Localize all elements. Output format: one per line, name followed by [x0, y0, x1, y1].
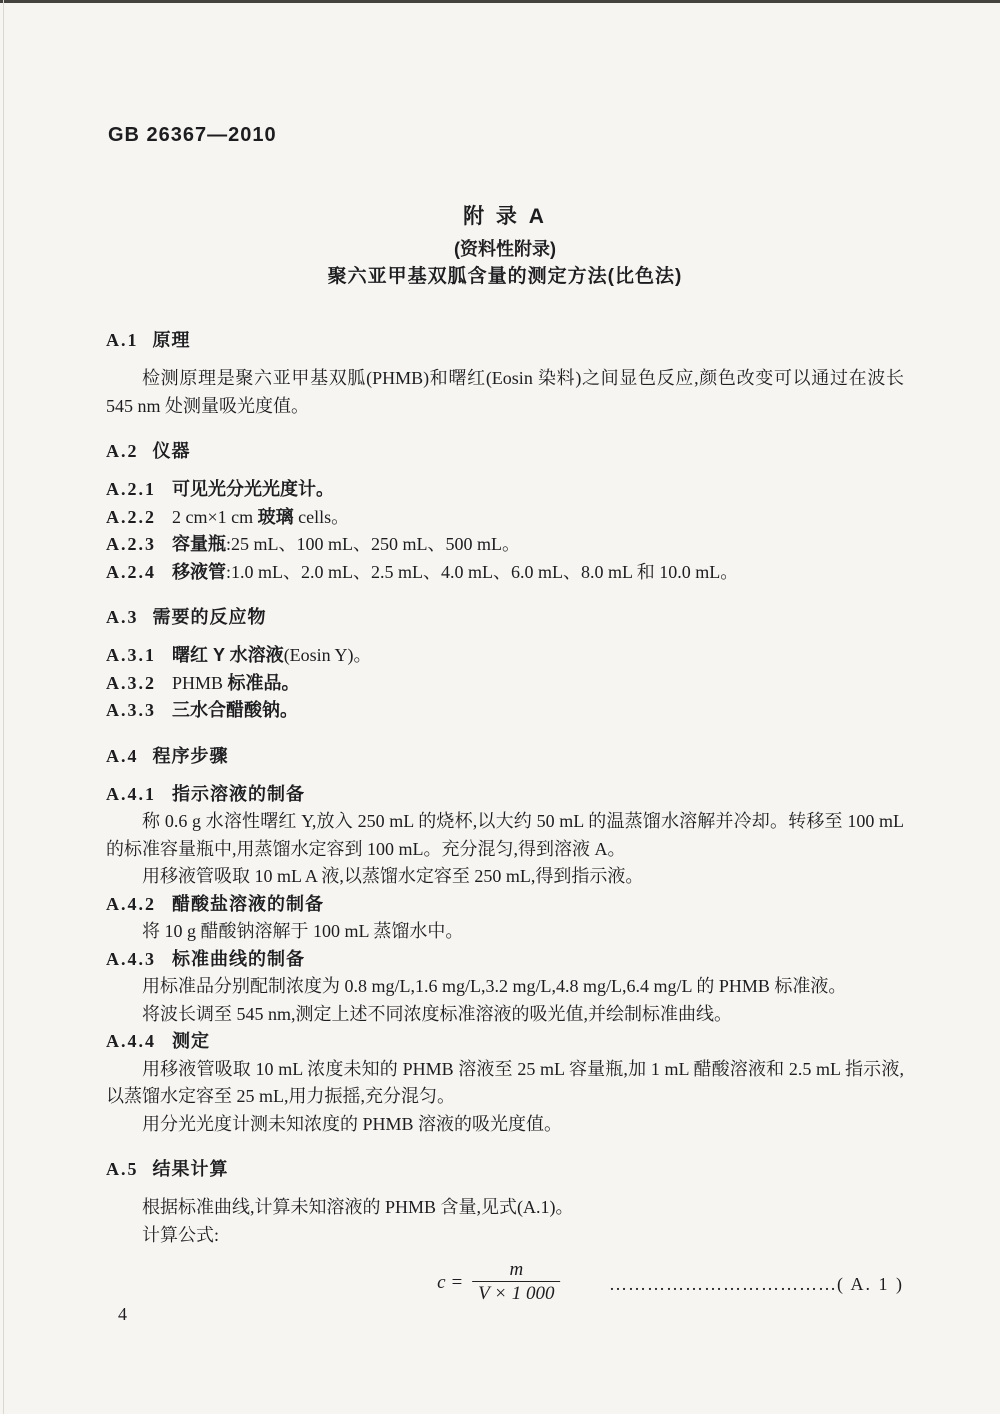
subsection-number: A.4.2	[106, 893, 156, 914]
section-title: 需要的反应物	[152, 607, 267, 627]
section-number: A.3	[106, 607, 139, 627]
paragraph-a5-2: 计算公式:	[142, 1224, 220, 1245]
clause-text: cells。	[293, 506, 350, 527]
clause-item-a2-2	[106, 504, 904, 532]
clause-number: A.3.3	[106, 700, 156, 720]
appendix-name: 聚六亚甲基双胍含量的测定方法(比色法)	[327, 266, 683, 287]
page-number: 4	[118, 1304, 127, 1324]
clause-text: :25 mL、100 mL、250 mL、500 mL。	[226, 534, 520, 554]
subsection-number: A.4.3	[106, 948, 156, 969]
clause-text: PHMB	[172, 672, 228, 693]
subsection-heading-a4-3	[106, 946, 904, 974]
paragraph-a4-1-2: 用移液管吸取 10 mL A 液,以蒸馏水定容至 250 mL,得到指示液。	[142, 866, 644, 886]
section-heading-a3	[106, 604, 904, 631]
clause-item-a3-2	[106, 670, 904, 698]
appendix-title: 附 录 A	[463, 205, 547, 228]
clause-term: 容量瓶	[172, 534, 226, 554]
subsection-title: 测定	[172, 1031, 210, 1051]
subsection-number: A.4.4	[106, 1031, 156, 1051]
paragraph-a1: 检测原理是聚六亚甲基双胍(PHMB)和曙红(Eosin 染料)之间显色反应,颜色改变可以通过在波长 545 nm 处测量吸光度值。	[106, 368, 904, 416]
scan-edge-left	[3, 0, 4, 1414]
section-heading-a5	[106, 1156, 904, 1183]
section-title: 原理	[152, 330, 191, 350]
formula-lhs: c =	[437, 1271, 464, 1293]
paragraph-a4-4-1: 用移液管吸取 10 mL 浓度未知的 PHMB 溶液至 25 mL 容量瓶,加 1 mL 醋酸溶液和 2.5 mL 指示液,以蒸馏水定容至 25 mL,用力振摇,充分混匀。	[106, 1058, 904, 1106]
section-heading-a4	[106, 743, 904, 770]
subsection-heading-a4-4	[106, 1028, 904, 1056]
clause-item-a2-3	[106, 531, 904, 559]
clause-number: A.2.1	[106, 479, 156, 499]
clause-text: :1.0 mL、2.0 mL、2.5 mL、4.0 mL、6.0 mL、8.0 mL 和 10.0 mL。	[226, 561, 739, 582]
clause-item-a3-1	[106, 642, 904, 670]
formula-numerator: m	[509, 1259, 524, 1280]
standard-number: GB 26367—2010	[108, 124, 277, 146]
paragraph-a4-4-2: 用分光光度计测未知浓度的 PHMB 溶液的吸光度值。	[142, 1113, 563, 1134]
subsection-heading-a4-1	[106, 781, 904, 809]
clause-number: A.2.3	[106, 534, 156, 554]
section-heading-a2	[106, 438, 904, 465]
clause-term: 三水合醋酸钠。	[172, 700, 298, 720]
paragraph-a4-2-1: 将 10 g 醋酸钠溶解于 100 mL 蒸馏水中。	[142, 921, 464, 941]
section-number: A.5	[106, 1159, 139, 1179]
appendix-subtitle: (资料性附录)	[454, 239, 556, 259]
paragraph-a5-1: 根据标准曲线,计算未知溶液的 PHMB 含量,见式(A.1)。	[142, 1197, 574, 1217]
subsection-title: 指示溶液的制备	[172, 783, 305, 804]
clause-item-a3-3	[106, 697, 904, 725]
formula-fraction	[472, 1259, 560, 1305]
clause-number: A.3.2	[106, 672, 156, 693]
subsection-title: 标准曲线的制备	[172, 948, 305, 969]
clause-term: 玻璃	[257, 506, 294, 527]
clause-term: 移液管	[172, 561, 226, 582]
formula-reference	[609, 1271, 904, 1298]
scan-edge-top	[0, 0, 1000, 3]
appendix-content	[106, 205, 904, 1317]
section-title: 结果计算	[152, 1159, 229, 1179]
clause-number: A.2.2	[106, 506, 156, 527]
section-heading-a1	[106, 327, 904, 354]
formula-a1	[437, 1259, 560, 1305]
subsection-title: 醋酸盐溶液的制备	[172, 893, 324, 914]
paragraph-a4-3-1: 用标准品分别配制浓度为 0.8 mg/L,1.6 mg/L,3.2 mg/L,4.8 mg/L,6.4 mg/L 的 PHMB 标准液。	[142, 976, 847, 996]
formula-dot-leader: ………………………………	[609, 1274, 837, 1294]
section-number: A.1	[106, 330, 139, 350]
subsection-heading-a4-2	[106, 891, 904, 919]
clause-item-a2-1	[106, 476, 904, 504]
clause-term: 曙红 Y 水溶液	[172, 645, 284, 665]
clause-number: A.2.4	[106, 561, 156, 582]
clause-term: 标准品。	[227, 672, 300, 693]
formula-denominator: V × 1 000	[472, 1281, 560, 1305]
clause-text: 2 cm×1 cm	[172, 506, 258, 527]
clause-item-a2-4	[106, 559, 904, 587]
clause-text: (Eosin Y)。	[283, 645, 372, 665]
paragraph-a4-1-1: 称 0.6 g 水溶性曙红 Y,放入 250 mL 的烧杯,以大约 50 mL 的温蒸馏水溶解并冷却。转移至 100 mL 的标准容量瓶中,用蒸馏水定容到 100 mL。充分混匀,得到溶液 A。	[106, 811, 904, 859]
formula-label: ( A. 1 )	[837, 1274, 904, 1294]
formula-row	[106, 1255, 904, 1317]
subsection-number: A.4.1	[106, 783, 156, 804]
section-title: 仪器	[152, 441, 191, 461]
section-number: A.4	[106, 745, 139, 766]
clause-term: 可见光分光光度计。	[172, 479, 334, 499]
clause-number: A.3.1	[106, 645, 156, 665]
section-title: 程序步骤	[152, 745, 229, 766]
paragraph-a4-3-2: 将波长调至 545 nm,测定上述不同浓度标准溶液的吸光值,并绘制标准曲线。	[142, 1003, 732, 1024]
section-number: A.2	[106, 441, 139, 461]
